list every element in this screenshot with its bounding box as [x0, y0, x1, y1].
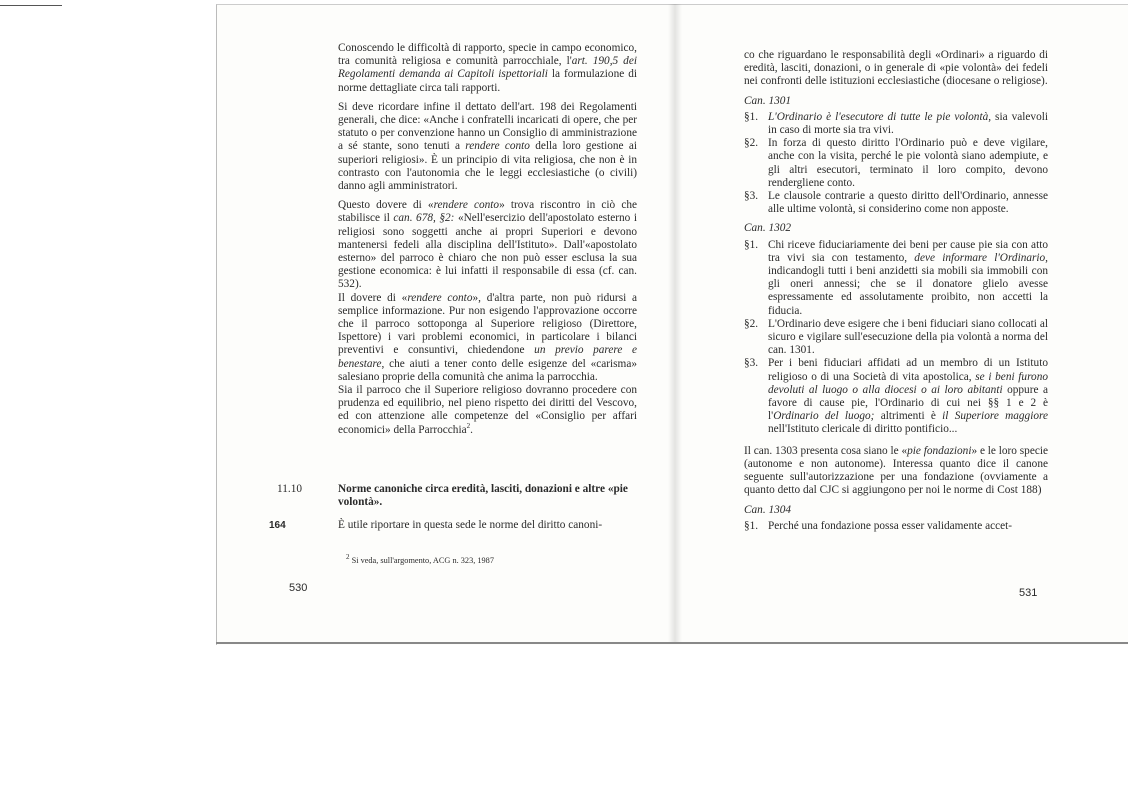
right-page [674, 4, 1128, 645]
text-run: altrimenti è [874, 410, 943, 423]
canon-item-number: §2. [744, 137, 759, 150]
paragraph [338, 292, 637, 384]
canon-item-number: §3. [744, 357, 759, 370]
canon-item-text [768, 137, 1048, 190]
section-number: 11.10 [277, 483, 302, 495]
text-run: Il can. 1303 presenta cosa siano le « [744, 444, 908, 457]
closing-paragraph [744, 445, 1048, 498]
italic-run: rendere conto [433, 199, 500, 212]
canon-item-text [768, 190, 1048, 216]
text-run: Le clausole contrarie a questo diritto dell'Ordinario, annesse alle ultime volontà, si considerino come non apposte. [768, 190, 1048, 216]
canon-title: Can. 1302 [744, 222, 792, 235]
text-run: , che aiuti a tener conto delle esigenze del «carisma» salesiano proprie della comunità che anima la parrocchia. [338, 357, 637, 383]
italic-run: art. 190,5 dei Regolamenti demanda ai Capitoli ispettoriali [338, 55, 637, 81]
text-run: » trova riscontro in ciò che stabilisce il [338, 199, 638, 225]
canon-item [744, 239, 1048, 318]
text-run: la formulazione di norme dettagliate circa tali rapporti. [338, 68, 638, 94]
text-run: Chi riceve fiduciariamente dei beni per cause pie sia con atto tra vivi sia con testamento, [768, 238, 1048, 264]
canon-item [744, 520, 1048, 533]
scan-edge-line [0, 5, 62, 6]
left-page [216, 4, 675, 645]
italic-run: rendere conto [407, 291, 473, 304]
canon-title: Can. 1301 [744, 94, 792, 107]
paragraph [338, 42, 637, 95]
canon-item-number: §1. [744, 519, 759, 532]
book-spread [216, 4, 1128, 644]
canon-list [744, 95, 1048, 437]
text-run: L'Ordinario deve esigere che i beni fiduciari siano collocati al sicuro e vigilare sull'esecuzione della pia volontà a norma del can. 1301. [768, 317, 1048, 357]
page-number-right: 531 [1019, 587, 1038, 599]
left-last-line: È utile riportare in questa sede le norme del diritto canoni- [338, 519, 603, 531]
canon-item [744, 318, 1048, 358]
canon-item-text [768, 357, 1048, 436]
canon-title: Can. 1304 [744, 503, 792, 516]
text-run: Si deve ricordare infine il dettato dell'art. 198 dei Regolamenti generali, che dice: «Anche i confratelli incaricati di opere, che per statuto o per convenzione hanno un Consiglio di amministrazione a sé stante, sono tenuti a [338, 100, 637, 153]
canon-item-number: §1. [744, 238, 759, 251]
italic-run: can. 678, §2: [393, 212, 455, 225]
canon-item [744, 190, 1048, 216]
footnote-text: Si veda, sull'argomento, ACG n. 323, 1987 [351, 556, 494, 565]
text-run: » e le loro specie (autonome e non autonome). Interessa quanto dice il canone seguente sull'autorizzazione per una fondazione (ovviamente a quanto detto dal CJC si aggiungono per noi le norme di Cost 188) [744, 444, 1049, 497]
italic-run: se i beni furono devoluti al luogo o alla diocesi o ai loro abitanti [768, 370, 1048, 396]
canon-item [744, 111, 1048, 137]
text-run: », d'altra parte, non può ridursi a semplice informazione. Pur non esigendo l'approvazione occorre che il parroco sottoponga al Superiore religioso (Direttore, Ispettore) i vari problemi economici, in particolare i bilanci preventivi e consuntivi, chiedendone [338, 291, 637, 357]
book-gutter [668, 4, 682, 644]
page-bottom-edge [216, 642, 1128, 644]
text-run: oppure a favore di cause pie, l'Ordinario di cui nei §§ 1 e 2 è l' [768, 383, 1048, 423]
footnote-reference: 2 [466, 421, 471, 430]
section-title: Norme canoniche circa eredità, lasciti, donazioni e altre «pie volontà». [338, 483, 628, 509]
canon-item-text [768, 111, 1048, 137]
text-run: sia valevoli in caso di morte sia tra vivi. [768, 110, 1048, 137]
canon-item-text [768, 239, 1048, 318]
text-run: «Nell'esercizio dell'apostolato esterno i religiosi sono soggetti anche ai propri Superiori e devono mantenersi fedeli alla disciplina dell'Istituto». Dall'«apostolato esterno» del parroco è chiaro che non può esser esclusa la sua gestione economica: è lui infatti il responsabile di essa (cf. can. 532). [338, 212, 637, 291]
canon-item [744, 357, 1048, 436]
margin-number: 164 [269, 520, 286, 531]
text-run: Il dovere di « [338, 291, 408, 304]
canon-item-number: §1. [744, 110, 759, 123]
page-number-left: 530 [289, 582, 308, 594]
canon-item-text: Perché una fondazione possa esser validamente accet- [768, 519, 1013, 532]
canon-item-number: §2. [744, 317, 759, 330]
paragraph: Sia il parroco che il Superiore religioso dovranno procedere con prudenza ed equilibrio, nel pieno rispetto dei diritti del Vescovo, ed con attenzione alle competenze del «Consiglio per affari economici» della Parrocchia$^2$. [338, 384, 637, 436]
text-run: Sia il parroco che il Superiore religioso dovranno procedere con prudenza ed equilibrio, nel pieno rispetto dei diritti del Vescovo, ed con attenzione alle competenze del «Consiglio per affari economici» della Parrocchia [338, 384, 637, 436]
italic-run: il Superiore maggiore [942, 410, 1048, 423]
text-run: indicandogli tutti i beni anzidetti sia mobili sia immobili con gli oneri annessi; che se il donatore glielo avesse espressamente ed assolutamente proibito, non accetti la fiducia. [768, 265, 1048, 317]
italic-run: un previo parere e benestare [338, 344, 637, 370]
right-intro: co che riguardano le responsabilità degli «Ordinari» a riguardo di eredità, lasciti, donazioni, o in generale di «pie volontà» dei fedeli nei confronti delle istituzioni ecclesiastiche (diocesane o religiose). [744, 49, 1048, 88]
text-run: In forza di questo diritto l'Ordinario può e deve vigilare, anche con la visita, perché le pie volontà siano adempiute, e gli altri esecutori, terminato il loro compito, devono rendergliene conto. [768, 137, 1048, 189]
text-run: della loro gestione ai superiori religiosi». È un principio di vita religiosa, che non è in contrasto con l'autonomia che le leggi ecclesiastiche (o civili) danno agli amministratori. [338, 140, 637, 193]
footnote-mark: 2 [346, 553, 350, 562]
text-run: Conoscendo le difficoltà di rapporto, specie in campo economico, tra comunità religiosa e comunità parrocchiale, l' [338, 42, 637, 68]
footnote [346, 555, 636, 566]
paragraph [338, 199, 637, 291]
canon-item [744, 137, 1048, 190]
text-run: Questo dovere di « [338, 199, 434, 212]
text-run: nell'Istituto clericale di diritto pontificio... [768, 423, 958, 436]
italic-run: Ordinario del luogo; [773, 410, 875, 423]
italic-run: pie fondazioni [907, 444, 972, 457]
italic-run: deve informare l'Ordinario, [914, 251, 1049, 264]
section-heading [277, 483, 637, 509]
text-run: Per i beni fiduciari affidati ad un membro di un Istituto religioso o di una Società di vita apostolica, [768, 357, 1048, 383]
canon-item-text [768, 318, 1048, 358]
italic-run: rendere conto [465, 140, 530, 153]
italic-run: L'Ordinario è l'esecutore di tutte le pie volontà, [768, 110, 992, 123]
canon-item-number: §3. [744, 190, 759, 203]
paragraph [338, 101, 637, 193]
left-page-body [338, 42, 637, 437]
right-page-body [744, 49, 1048, 533]
